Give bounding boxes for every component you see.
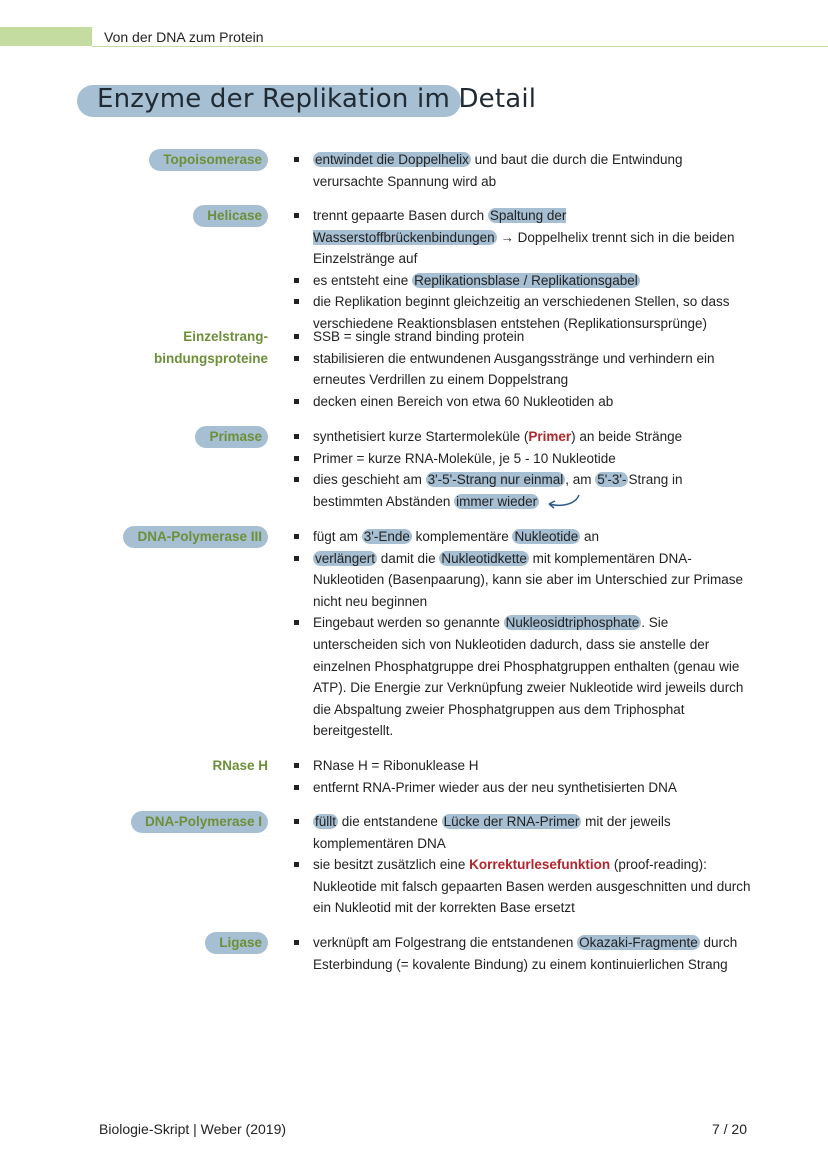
bullet-list	[292, 811, 752, 919]
header-rule	[92, 46, 828, 47]
header-accent-bar	[0, 27, 92, 46]
curved-arrow-icon	[543, 493, 583, 511]
enzyme-label: DNA-Polymerase III	[123, 526, 268, 548]
bullet-item: decken einen Bereich von etwa 60 Nukleotiden ab	[292, 391, 752, 413]
label-line: bindungsproteine	[154, 351, 268, 366]
bullet-item: fügt am 3'-Ende komplementäre Nukleotide an	[292, 526, 752, 548]
bullet-item: RNase H = Ribonuklease H	[292, 755, 752, 777]
bullet-list	[292, 149, 752, 192]
bullet-item: entwindet die Doppelhelix und baut die durch die Entwindung verursachte Spannung wird ab	[292, 149, 752, 192]
bullet-item: dies geschieht am 3'-5'-Strang nur einmal , am 5'-3'- Strang in bestimmten Abständen immer wieder	[292, 469, 752, 512]
bullet-item: entfernt RNA-Primer wieder aus der neu synthetisierten DNA	[292, 777, 752, 799]
bullet-item: trennt gepaarte Basen durch Spaltung der Wasserstoffbrückenbindungen → Doppelhelix trennt sich in die beiden Einzelstränge auf	[292, 205, 752, 270]
running-title: Von der DNA zum Protein	[104, 29, 264, 45]
bullet-list	[292, 205, 752, 335]
footer-source: Biologie-Skript | Weber (2019)	[99, 1121, 287, 1137]
bullet-item: die Replikation beginnt gleichzeitig an verschiedenen Stellen, so dass verschiedene Reaktionsblasen entstehen (Replikationsursprünge)	[292, 291, 752, 334]
bullet-list	[292, 326, 752, 412]
enzyme-label	[154, 326, 268, 370]
bullet-list	[292, 932, 752, 975]
enzyme-label: DNA-Polymerase I	[131, 811, 268, 833]
page-number: 7 / 20	[711, 1121, 747, 1137]
bullet-item: füllt die entstandene Lücke der RNA-Primer mit der jeweils komplementären DNA	[292, 811, 752, 854]
label-line: Einzelstrang-	[183, 329, 268, 344]
enzyme-label: Ligase	[205, 932, 268, 954]
bullet-item: stabilisieren die entwundenen Ausgangsstränge und verhindern ein erneutes Verdrillen zu einem Doppelstrang	[292, 348, 752, 391]
bullet-item: verknüpft am Folgestrang die entstandenen Okazaki-Fragmente durch Esterbindung (= kovalente Bindung) zu einem kontinuierlichen Strang	[292, 932, 752, 975]
bullet-item: sie besitzt zusätzlich eine Korrekturlesefunktion (proof-reading): Nukleotide mit falsch gepaarten Basen werden ausgeschnitten und durch ein Nukleotid mit der korrekten Base ersetzt	[292, 854, 752, 919]
enzyme-label: Primase	[195, 426, 268, 448]
enzyme-label: Helicase	[193, 205, 268, 227]
bullet-list	[292, 426, 752, 512]
bullet-item: verlängert damit die Nukleotidkette mit komplementären DNA-Nukleotiden (Basenpaarung), kann sie aber im Unterschied zur Primase nicht neu beginnen	[292, 548, 752, 613]
bullet-list	[292, 755, 752, 798]
bullet-item: es entsteht eine Replikationsblase / Replikationsgabel	[292, 270, 752, 292]
enzyme-label: RNase H	[212, 758, 268, 773]
enzyme-label: Topoisomerase	[149, 149, 268, 171]
page-title: Enzyme der Replikation im Detail	[97, 84, 537, 114]
bullet-item: Eingebaut werden so genannte Nukleosidtriphosphate . Sie unterscheiden sich von Nukleotiden dadurch, dass sie anstelle der einzelnen Phosphatgruppe drei Phosphatgruppen enthalten (genau wie ATP). Die Energie zur Verknüpfung zweier Nukleotide wird jeweils durch die Abspaltung zweier Phosphatgruppen aus dem Triphosphat bereitgestellt.	[292, 612, 752, 742]
bullet-item: synthetisiert kurze Startermoleküle (Primer) an beide Stränge	[292, 426, 752, 448]
bullet-list	[292, 526, 752, 742]
bullet-item: Primer = kurze RNA-Moleküle, je 5 - 10 Nukleotide	[292, 448, 752, 470]
bullet-item: SSB = single strand binding protein	[292, 326, 752, 348]
